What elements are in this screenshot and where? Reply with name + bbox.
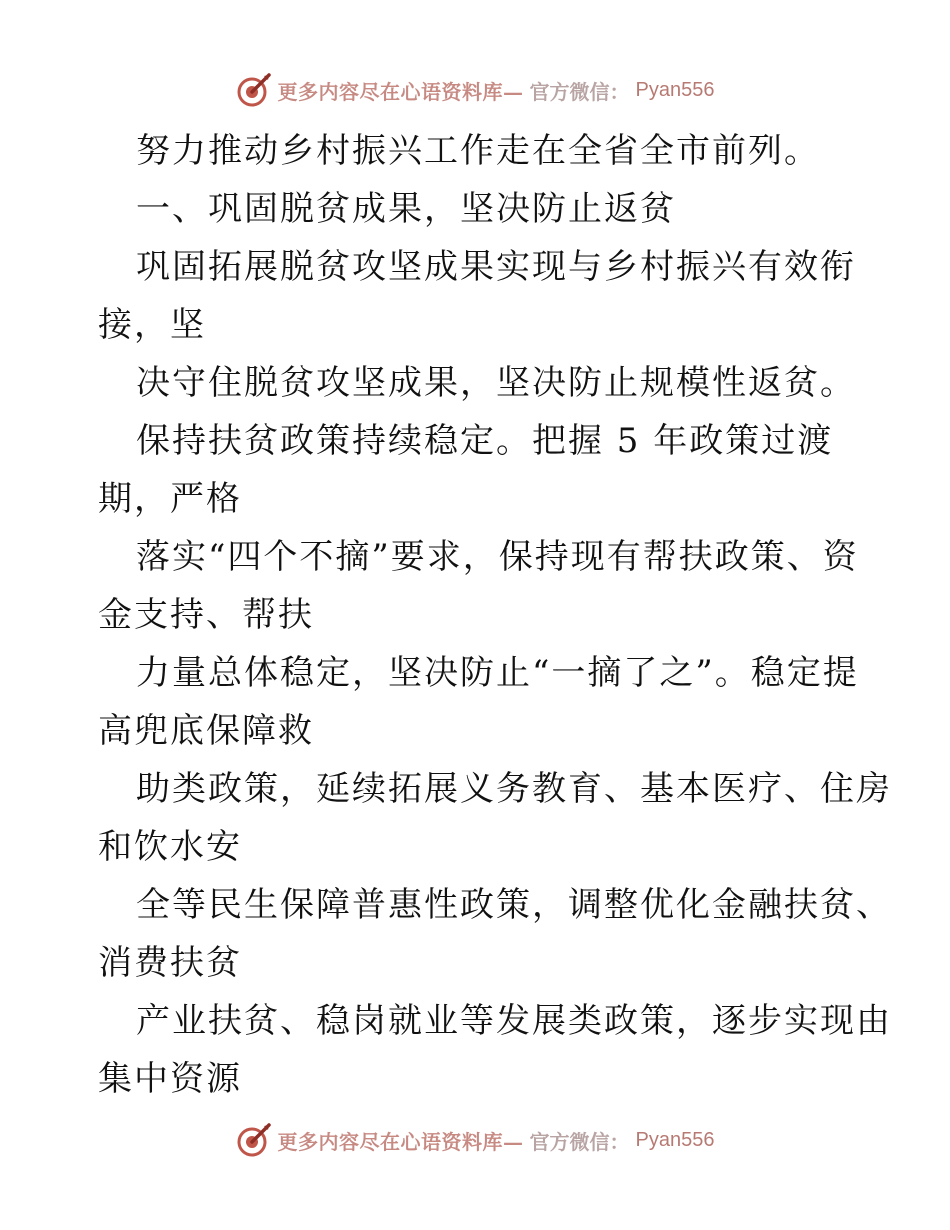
document-body [98, 122, 892, 1108]
text-line: 巩固拓展脱贫攻坚成果实现与乡村振兴有效衔 [136, 247, 856, 287]
pen-logo-icon [236, 1122, 272, 1158]
watermark-wechat-label: 官方微信： [529, 79, 630, 104]
text-line: 全等民生保障普惠性政策，调整优化金融扶贫、 [136, 885, 892, 925]
watermark-text: 更多内容尽在心语资料库— [277, 79, 524, 104]
text-line: 和饮水安 [98, 827, 242, 867]
text-line: 努力推动乡村振兴工作走在全省全市前列。 [136, 131, 820, 171]
watermark-text: 更多内容尽在心语资料库— [277, 1129, 524, 1154]
text-line: 保持扶贫政策持续稳定。把握 5 年政策过渡 [136, 421, 834, 461]
text-line: 期，严格 [98, 479, 242, 519]
text-line: 金支持、帮扶 [98, 595, 314, 635]
text-line: 接，坚 [98, 305, 206, 345]
watermark-header [0, 72, 950, 108]
text-line: 产业扶贫、稳岗就业等发展类政策，逐步实现由 [136, 1001, 892, 1041]
watermark-wechat-label: 官方微信： [529, 1129, 630, 1154]
watermark-wechat-id: Pyan556 [635, 1128, 715, 1151]
text-line: 集中资源 [98, 1059, 242, 1099]
text-line: 决守住脱贫攻坚成果，坚决防止规模性返贫。 [136, 363, 856, 403]
text-line: 一、巩固脱贫成果，坚决防止返贫 [136, 189, 676, 229]
pen-logo-icon [236, 72, 272, 108]
text-line: 力量总体稳定，坚决防止“一摘了之”。稳定提 [136, 653, 859, 693]
text-line: 高兜底保障救 [98, 711, 314, 751]
watermark-wechat-id: Pyan556 [635, 78, 715, 101]
text-line: 消费扶贫 [98, 943, 242, 983]
text-line: 助类政策，延续拓展义务教育、基本医疗、住房 [136, 769, 892, 809]
text-line: 落实“四个不摘”要求，保持现有帮扶政策、资 [136, 537, 859, 577]
watermark-footer [0, 1122, 950, 1158]
